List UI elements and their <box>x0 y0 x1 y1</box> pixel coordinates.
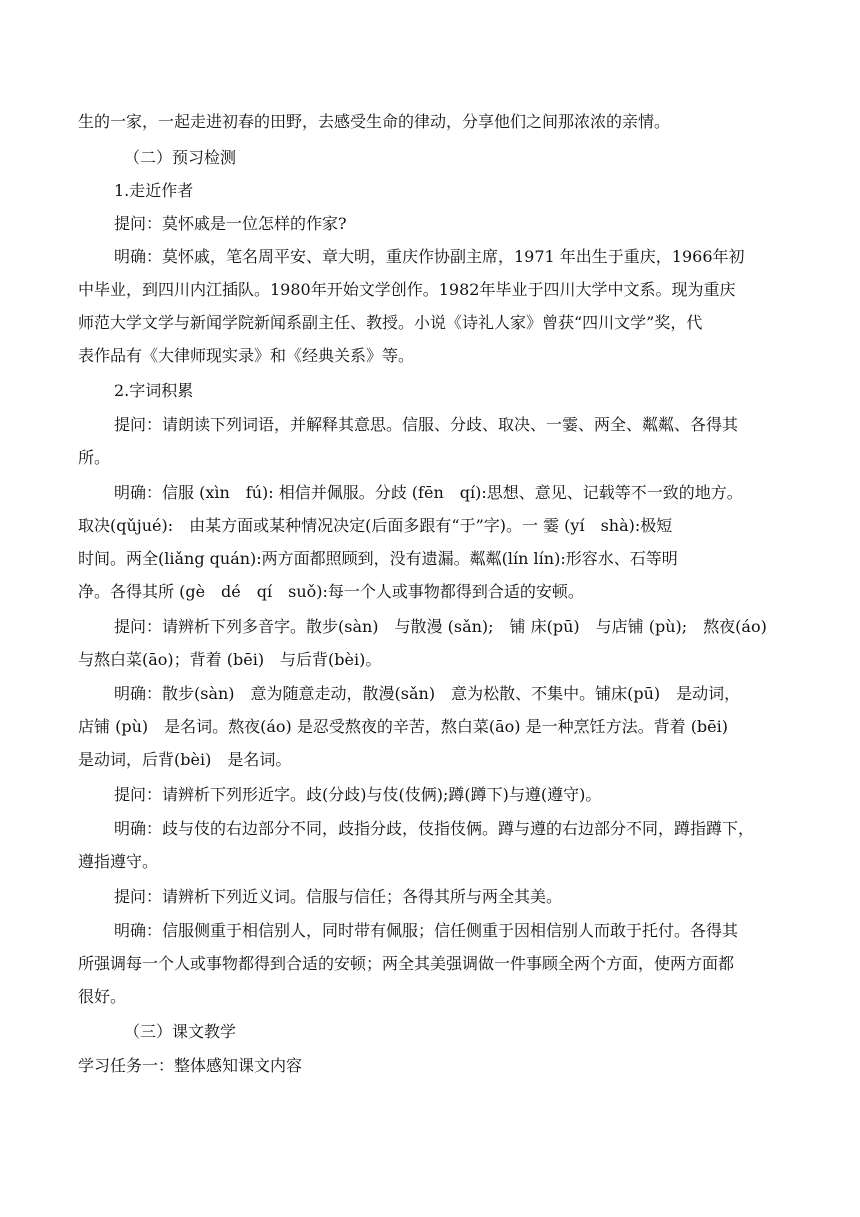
text-line: 提问：莫怀戚是一位怎样的作家? <box>114 214 347 233</box>
text-line: 提问：请辨析下列形近字。歧(分歧)与伎(伎俩);蹲(蹲下)与遵(遵守)。 <box>114 785 602 804</box>
section-heading: （三）课文教学 <box>124 1022 237 1041</box>
text-line: 师范大学文学与新闻学院新闻系副主任、教授。小说《诗礼人家》曾获“四川文学”奖，代 <box>78 313 703 332</box>
text-line: 遵指遵守。 <box>78 852 159 871</box>
sub-heading: 1.走近作者 <box>114 181 194 200</box>
text-line: 很好。 <box>78 987 127 1006</box>
text-line: 明确：信服侧重于相信别人，同时带有佩服；信任侧重于因相信别人而敢于托付。各得其 <box>114 921 739 940</box>
task-heading: 学习任务一：整体感知课文内容 <box>78 1056 303 1075</box>
text-line: 明确：散步(sàn) 意为随意走动，散漫(sǎn) 意为松散、不集中。铺床(pū) 是动词， <box>114 684 741 703</box>
text-line: 明确：信服 (xìn fú): 相信并佩服。分歧 (fēn qí):思想、意见、记载等不一致的地方。 <box>114 483 743 502</box>
text-line: 提问：请辨析下列近义词。信服与信任；各得其所与两全其美。 <box>114 887 563 906</box>
text-line: 提问：请辨析下列多音字。散步(sàn) 与散漫 (sǎn); 铺 床(pū) 与店铺 (pù); 熬夜(áo) <box>114 617 767 636</box>
text-line: 明确：莫怀戚，笔名周平安、章大明，重庆作协副主席，1971 年出生于重庆，1966年初 <box>114 247 745 266</box>
text-line: 时间。两全(liǎng quán):两方面都照顾到，没有遗漏。粼粼(lín lín):形容水、石等明 <box>78 549 678 568</box>
text-line: 提问：请朗读下列词语，并解释其意思。信服、分歧、取决、一霎、两全、粼粼、各得其 <box>114 415 739 434</box>
text-line: 净。各得其所 (gè dé qí suǒ):每一个人或事物都得到合适的安顿。 <box>78 582 584 601</box>
text-line: 明确：歧与伎的右边部分不同，歧指分歧，伎指伎俩。蹲与遵的右边部分不同，蹲指蹲下， <box>114 819 755 838</box>
text-line: 生的一家，一起走进初春的田野，去感受生命的律动，分享他们之间那浓浓的亲情。 <box>78 112 671 131</box>
text-line: 是动词，后背(bèi) 是名词。 <box>78 750 292 769</box>
text-line: 表作品有《大律师现实录》和《经典关系》等。 <box>78 346 415 365</box>
section-heading: （二）预习检测 <box>124 148 237 167</box>
text-line: 所强调每一个人或事物都得到合适的安顿；两全其美强调做一件事顾全两个方面，使两方面都 <box>78 954 735 973</box>
text-line: 与熬白菜(āo)；背着 (bēi) 与后背(bèi)。 <box>78 650 382 669</box>
text-line: 店铺 (pù) 是名词。熬夜(áo) 是忍受熬夜的辛苦，熬白菜(āo) 是一种烹饪方法。背着 (bēi) <box>78 717 729 736</box>
sub-heading: 2.字词积累 <box>114 381 194 400</box>
text-line: 取决(qǔjué): 由某方面或某种情况决定(后面多跟有“于”字)。一 霎 (yí shà):极短 <box>78 516 673 535</box>
text-line: 中毕业，到四川内江插队。1980年开始文学创作。1982年毕业于四川大学中文系。现为重庆 <box>78 280 736 299</box>
text-line: 所。 <box>78 448 111 467</box>
